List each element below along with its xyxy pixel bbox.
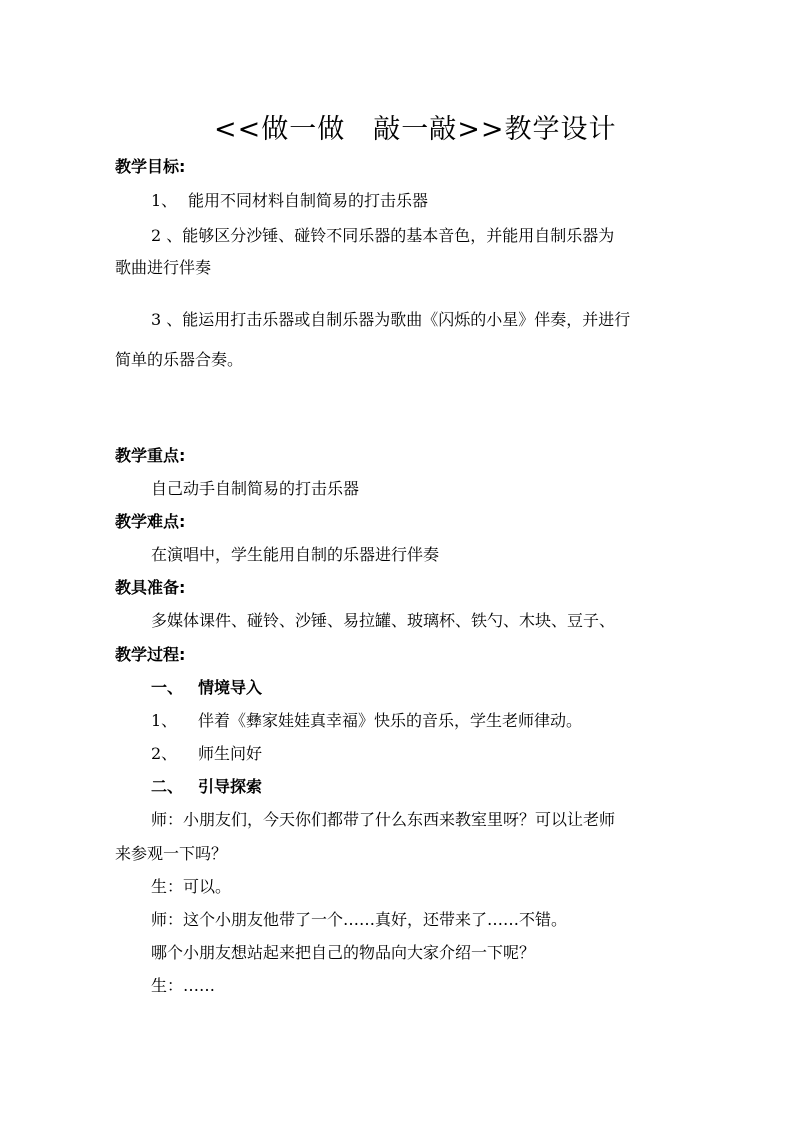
dialog-teacher-2: 师：这个小朋友他带了一个……真好，还带来了……不错。 (151, 910, 568, 929)
difficulty-heading: 教学难点: (115, 512, 186, 531)
objective-2-line-2: 歌曲进行伴奏 (115, 258, 212, 277)
section-1-item-2-text: 师生问好 (198, 744, 263, 763)
dialog-student-2: 生：…… (151, 976, 216, 995)
materials-text: 多媒体课件、碰铃、沙锤、易拉罐、玻璃杯、铁勺、木块、豆子、 (151, 611, 616, 630)
objective-3-line-1: 3 、能运用打击乐器或自制乐器为歌曲《闪烁的小星》伴奏，并进行 (151, 310, 631, 329)
materials-heading: 教具准备: (115, 578, 186, 597)
section-1-number: 一、 (151, 678, 184, 697)
title-part-1: <<做一做 (214, 114, 346, 145)
page-title (214, 114, 617, 146)
objective-2-line-1: 2 、能够区分沙锤、碰铃不同乐器的基本音色，并能用自制乐器为 (151, 226, 615, 245)
difficulty-text: 在演唱中，学生能用自制的乐器进行伴奏 (151, 545, 440, 564)
title-part-2: 敲一敲>>教学设计 (373, 114, 617, 145)
objective-3-line-2: 简单的乐器合奏。 (115, 350, 244, 369)
section-1-item-1-number: 1、 (151, 711, 178, 730)
objectives-heading: 教学目标: (115, 157, 186, 176)
process-heading: 教学过程: (115, 645, 186, 664)
dialog-student-1: 生：可以。 (151, 877, 232, 896)
objective-1-number: 1、 (151, 191, 178, 210)
section-1-title: 情境导入 (198, 678, 263, 697)
section-1-item-2-number: 2、 (151, 744, 178, 763)
dialog-teacher-3: 哪个小朋友想站起来把自己的物品向大家介绍一下呢？ (151, 943, 536, 962)
section-2-number: 二、 (151, 777, 184, 796)
key-point-text: 自己动手自制简易的打击乐器 (151, 479, 360, 498)
dialog-teacher-1-line-1: 师：小朋友们，今天你们都带了什么东西来教室里呀？可以让老师 (151, 810, 616, 829)
section-2-title: 引导探索 (198, 777, 263, 796)
dialog-teacher-1-line-2: 来参观一下吗？ (115, 844, 228, 863)
objective-1-text: 能用不同材料自制简易的打击乐器 (188, 191, 429, 210)
key-point-heading: 教学重点: (115, 446, 186, 465)
section-1-item-1-text: 伴着《彝家娃娃真幸福》快乐的音乐，学生老师律动。 (198, 711, 583, 730)
